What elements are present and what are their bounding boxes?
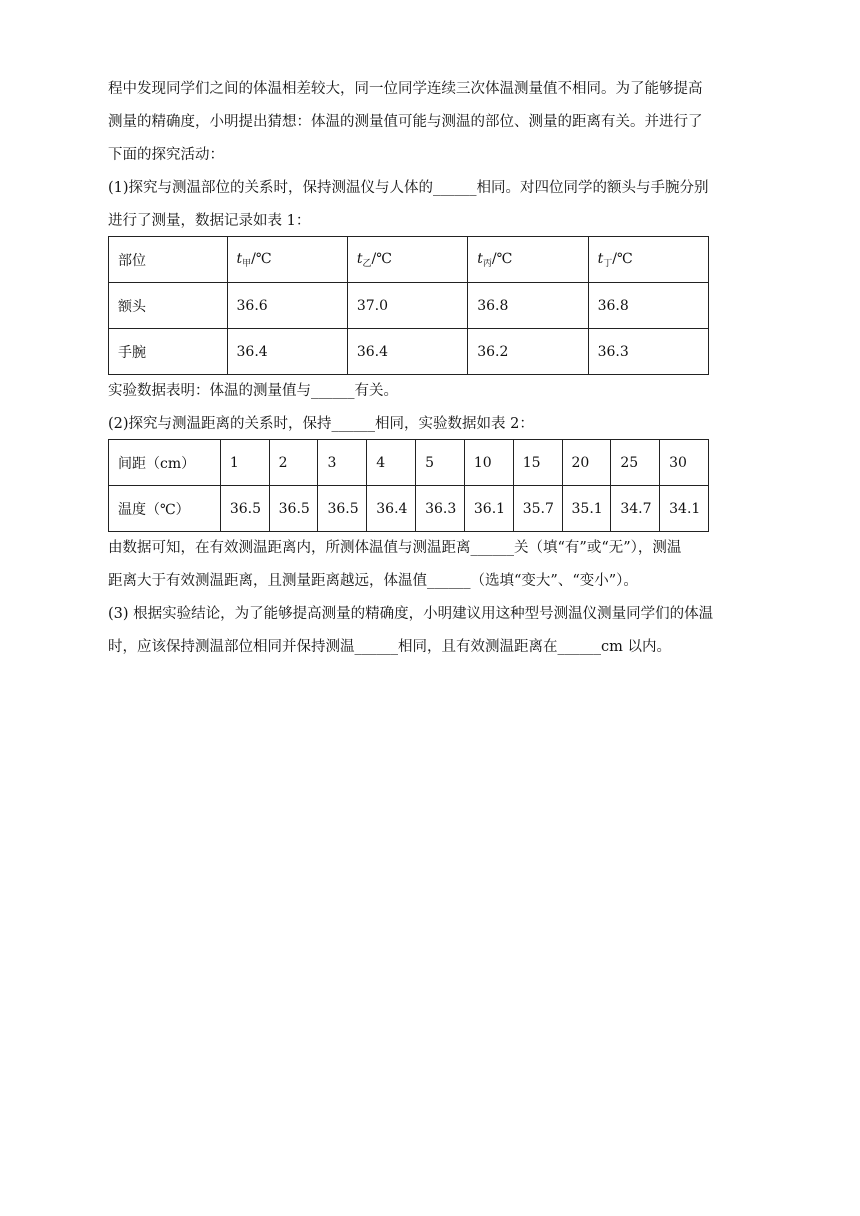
table-cell: 36.3 [416,486,465,532]
table-header-cell [468,237,588,283]
subscript: 丁 [603,258,613,269]
table-cell: 36.1 [464,486,513,532]
table-cell: 36.5 [269,486,318,532]
table-cell: 2 [269,440,318,486]
table-cell: 手腕 [109,329,228,375]
table-cell: 1 [220,440,269,486]
table-row [109,486,709,532]
table-cell: 35.7 [513,486,562,532]
table-cell: 36.4 [227,329,347,375]
table-cell: 10 [464,440,513,486]
question-1-line: 进行了测量，数据记录如表 1： [108,213,311,229]
table-cell: 部位 [109,237,228,283]
table-cell: 34.7 [611,486,660,532]
unit: /℃ [251,250,272,267]
symbol-t: t [477,250,483,267]
table-header-cell [227,237,347,283]
table-cell: 20 [562,440,611,486]
symbol-t: t [236,250,243,267]
paragraph-line: 下面的探究活动： [108,147,224,163]
question-1-line: (1)探究与测温部位的关系时，保持测温仪与人体的______相同。对四位同学的额头与手腕分别 [108,180,709,196]
table-cell: 36.5 [318,486,367,532]
table-cell: 35.1 [562,486,611,532]
paragraph-line: 由数据可知，在有效测温距离内，所测体温值与测温距离______关（填“有”或“无”），测温 [108,540,682,556]
table-cell: 3 [318,440,367,486]
table-cell: 15 [513,440,562,486]
table-1 [108,236,709,375]
table-cell: 36.3 [588,329,708,375]
table-cell: 36.2 [468,329,588,375]
subscript: 甲 [242,258,252,269]
table-cell: 36.8 [588,283,708,329]
table-cell: 36.4 [347,329,467,375]
table-row [109,283,709,329]
table-header-cell [347,237,467,283]
question-2-line: (2)探究与测温距离的关系时，保持______相同，实验数据如表 2： [108,416,534,432]
table-cell: 温度（℃） [109,486,221,532]
table-cell: 36.6 [227,283,347,329]
question-3-line: 时，应该保持测温部位相同并保持测温______相同，且有效测温距离在______cm 以内。 [108,639,671,655]
paragraph-line: 实验数据表明：体温的测量值与______有关。 [108,383,398,399]
table-cell: 37.0 [347,283,467,329]
table-row [109,237,709,283]
table-2 [108,439,709,532]
table-cell: 4 [367,440,416,486]
unit: /℃ [491,250,513,267]
table-cell: 34.1 [660,486,709,532]
table-cell: 5 [416,440,465,486]
table-cell: 36.5 [220,486,269,532]
table-cell: 36.4 [367,486,416,532]
table-row [109,329,709,375]
table-row [109,440,709,486]
symbol-t: t [597,250,604,267]
paragraph-line: 测量的精确度，小明提出猜想：体温的测量值可能与测温的部位、测量的距离有关。并进行了 [108,114,703,130]
subscript: 丙 [482,258,492,269]
table-cell: 30 [660,440,709,486]
symbol-t: t [356,250,363,267]
paragraph-line: 距离大于有效测温距离，且测量距离越远，体温值______（选填“变大”、“变小”）。 [108,573,638,589]
paragraph-line: 程中发现同学们之间的体温相差较大，同一位同学连续三次体温测量值不相同。为了能够提高 [108,81,703,97]
table-cell: 间距（cm） [109,440,221,486]
table-cell: 额头 [109,283,228,329]
worksheet-page [108,78,748,669]
subscript: 乙 [362,258,372,269]
question-3-line: (3) 根据实验结论，为了能够提高测量的精确度，小明建议用这种型号测温仪测量同学们的体温 [108,606,714,622]
table-cell: 36.8 [468,283,588,329]
table-cell: 25 [611,440,660,486]
unit: /℃ [371,250,392,267]
unit: /℃ [612,250,633,267]
table-header-cell [588,237,708,283]
